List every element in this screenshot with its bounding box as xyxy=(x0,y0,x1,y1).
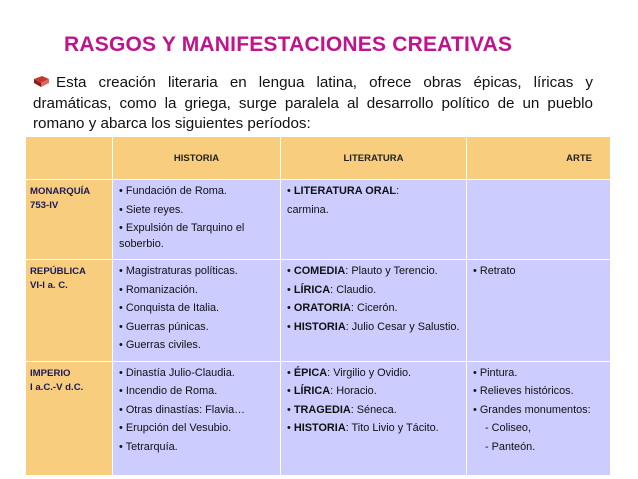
period-cell xyxy=(26,260,113,362)
historia-cell xyxy=(113,180,281,260)
historia-item: • Dinastía Julio-Claudia. xyxy=(119,366,235,379)
period-cell xyxy=(26,180,113,260)
header-empty xyxy=(26,137,113,180)
header-literatura: LITERATURA xyxy=(281,137,467,180)
book-bullet-icon xyxy=(33,75,50,88)
table-header-row xyxy=(26,137,611,180)
literatura-genre: COMEDIA xyxy=(293,265,346,277)
literatura-genre: LITERATURA ORAL xyxy=(293,185,397,197)
historia-cell xyxy=(113,361,281,475)
literatura-genre: HISTORIA xyxy=(293,320,346,333)
historia-item: • Expulsión de Tarquino el soberbio. xyxy=(119,222,245,250)
literatura-genre: TRAGEDIA xyxy=(293,403,351,416)
page-title: RASGOS Y MANIFESTACIONES CREATIVAS xyxy=(64,33,513,56)
historia-cell xyxy=(113,260,281,362)
historia-item: • Romanización. xyxy=(119,283,198,296)
arte-item: • Relieves históricos. xyxy=(473,385,574,397)
historia-item: • Conquista de Italia. xyxy=(119,302,220,314)
arte-subitem: - Coliseo, xyxy=(485,422,531,434)
literatura-cell xyxy=(281,361,467,475)
historia-item: • Tetrarquía. xyxy=(119,440,178,453)
literatura-item: • LÍRICA: Claudio. xyxy=(287,283,377,296)
header-arte: ARTE xyxy=(467,137,611,180)
historia-item: • Otras dinastías: Flavia… xyxy=(119,403,246,416)
historia-item: • Incendio de Roma. xyxy=(119,385,218,397)
historia-item: • Erupción del Vesubio. xyxy=(119,422,232,434)
historia-item: • Siete reyes. xyxy=(119,203,184,216)
literatura-genre: LÍRICA xyxy=(293,283,331,296)
arte-cell xyxy=(467,260,611,362)
literatura-item: • HISTORIA: Tito Livio y Tácito. xyxy=(287,422,439,434)
literatura-genre: ÉPICA xyxy=(293,366,328,379)
literatura-cell xyxy=(281,180,467,260)
literatura-item: carmina. xyxy=(287,203,329,216)
literatura-item: • ÉPICA: Virgilio y Ovidio. xyxy=(287,366,412,379)
period-name: REPÚBLICA xyxy=(30,266,86,277)
historia-item: • Fundación de Roma. xyxy=(119,185,227,197)
literatura-genre: ORATORIA xyxy=(293,302,351,314)
historia-item: • Guerras púnicas. xyxy=(119,320,209,333)
arte-item: • Grandes monumentos: xyxy=(473,403,591,416)
arte-subitem: - Panteón. xyxy=(485,440,536,453)
period-dates: I a.C.-V d.C. xyxy=(30,381,84,393)
table-row xyxy=(26,361,611,475)
literatura-item: • LÍRICA: Horacio. xyxy=(287,385,377,397)
period-dates: 753-IV xyxy=(30,200,59,211)
historia-item: • Guerras civiles. xyxy=(119,339,201,351)
table-row xyxy=(26,180,611,260)
literatura-genre: HISTORIA xyxy=(293,422,346,434)
period-name: MONARQUÍA xyxy=(30,186,91,197)
literatura-item: • HISTORIA: Julio Cesar y Salustio. xyxy=(287,320,460,333)
literatura-genre: LÍRICA xyxy=(293,385,331,397)
table-row xyxy=(26,260,611,362)
arte-cell xyxy=(467,361,611,475)
periods-table xyxy=(25,136,611,476)
historia-item: • Magistraturas políticas. xyxy=(119,265,238,277)
literatura-item: • TRAGEDIA: Séneca. xyxy=(287,403,397,416)
literatura-cell xyxy=(281,260,467,362)
literatura-item: • ORATORIA: Cicerón. xyxy=(287,302,398,314)
arte-cell xyxy=(467,180,611,260)
period-dates: VI-I a. C. xyxy=(30,280,68,291)
literatura-item: • LITERATURA ORAL: xyxy=(287,185,400,197)
literatura-item: • COMEDIA: Plauto y Terencio. xyxy=(287,265,438,277)
intro-text: Esta creación literaria en lengua latina, ofrece obras épicas, líricas y dramáticas, como la griega, surge paralela al desarrollo político de un pueblo romano y abarca los siguientes períodos: xyxy=(33,74,593,132)
arte-item: • Retrato xyxy=(473,265,516,277)
arte-item: • Pintura. xyxy=(473,366,518,379)
period-name: IMPERIO xyxy=(30,367,71,379)
header-historia: HISTORIA xyxy=(113,137,281,180)
period-cell xyxy=(26,361,113,475)
intro-paragraph xyxy=(33,73,593,135)
